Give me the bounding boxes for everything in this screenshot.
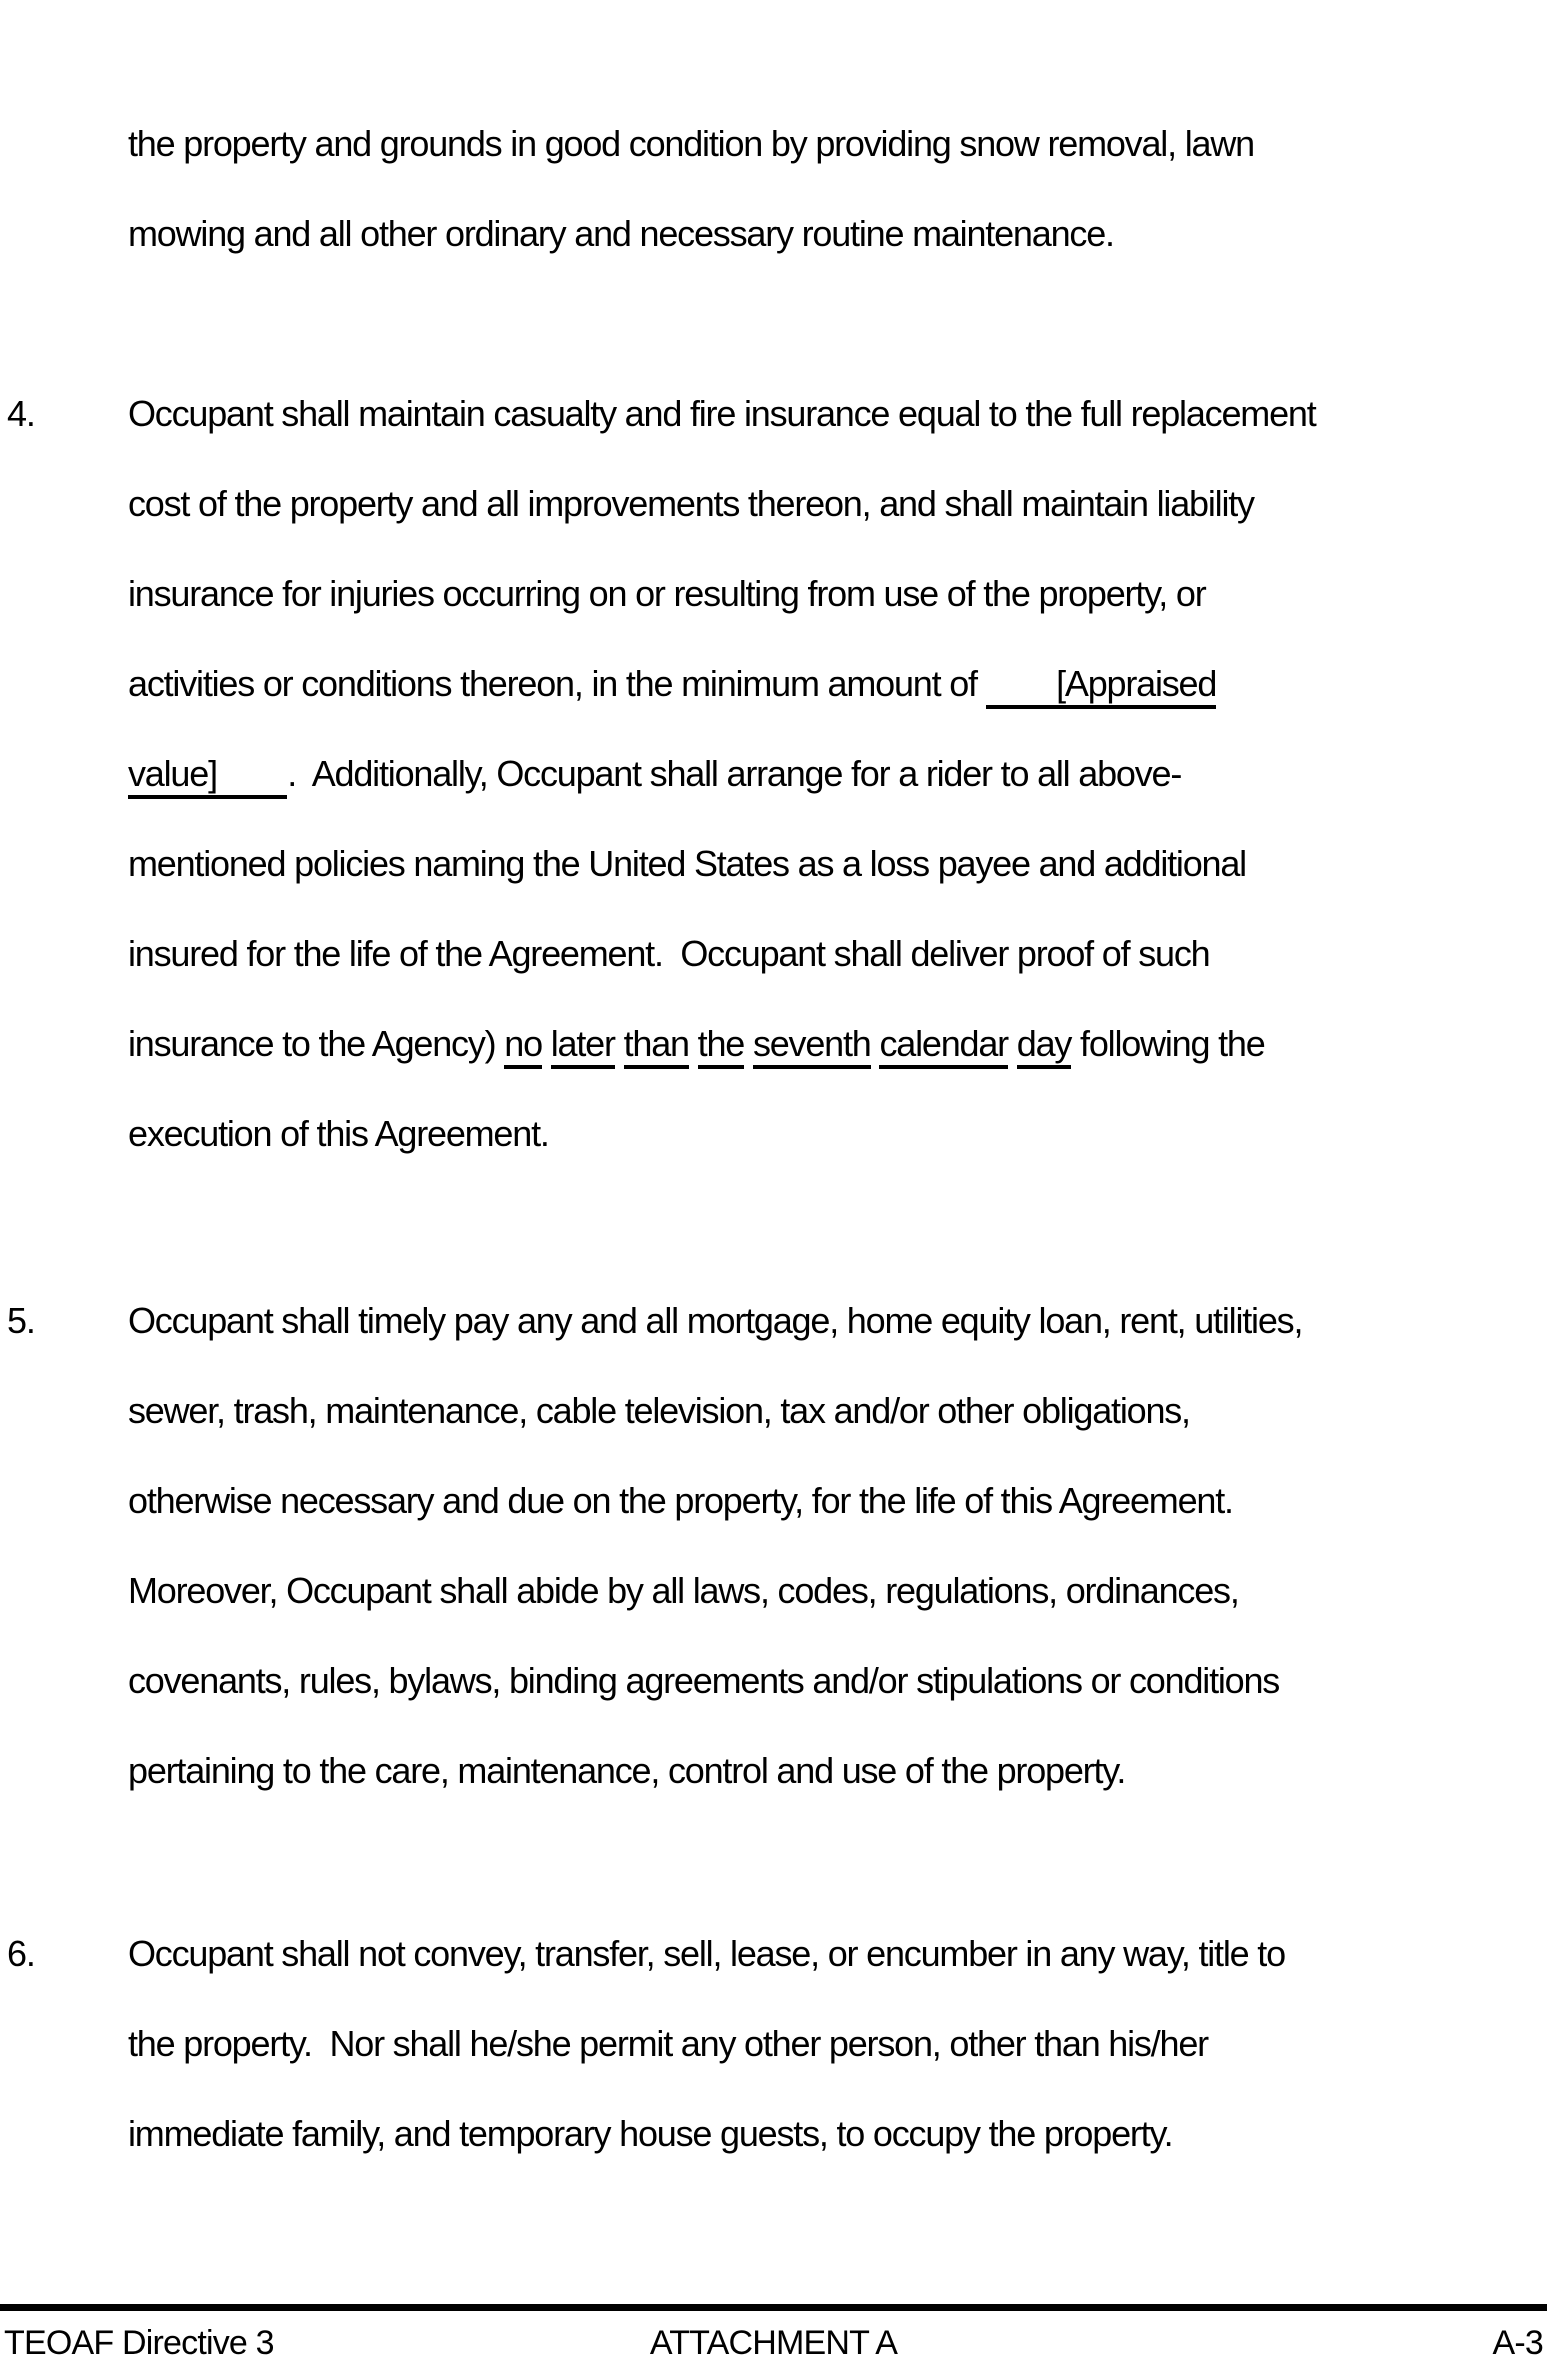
underlined-text: than: [624, 1023, 689, 1069]
paragraph-continuation-text: [128, 99, 1547, 279]
underlined-text: value]: [128, 753, 217, 799]
underlined-text: [Appraised: [1056, 663, 1216, 709]
text-segment: . Additionally, Occupant shall arrange for a rider to all above-: [287, 753, 1182, 794]
text-line: [128, 1726, 1547, 1816]
text-line: [128, 1909, 1547, 1999]
text-segment: [542, 1023, 551, 1064]
text-line: [128, 549, 1547, 639]
text-segment: pertaining to the care, maintenance, control and use of the property.: [128, 1750, 1126, 1791]
paragraph-4-text: [128, 369, 1547, 1179]
underlined-text: the: [698, 1023, 744, 1069]
paragraph-5: [0, 1276, 1547, 1816]
text-line: [128, 1456, 1547, 1546]
text-segment: immediate family, and temporary house guests, to occupy the property.: [128, 2113, 1173, 2154]
footer-attachment-label: ATTACHMENT A: [649, 2324, 898, 2362]
text-line: [128, 1276, 1547, 1366]
text-segment: mowing and all other ordinary and necessary routine maintenance.: [128, 213, 1114, 254]
text-segment: activities or conditions thereon, in the minimum amount of: [128, 663, 986, 704]
underlined-text: no: [504, 1023, 542, 1069]
paragraph-4-number: 4.: [7, 393, 35, 434]
text-line: [128, 639, 1547, 729]
text-line: [128, 369, 1547, 459]
text-line: [128, 2089, 1547, 2179]
text-segment: insurance to the Agency): [128, 1023, 505, 1064]
footer-directive-label: TEOAF Directive 3: [4, 2324, 274, 2362]
text-segment: [689, 1023, 698, 1064]
text-segment: Occupant shall maintain casualty and fire insurance equal to the full replacement: [128, 393, 1316, 434]
text-segment: insured for the life of the Agreement. Occupant shall deliver proof of such: [128, 933, 1210, 974]
text-line: [128, 819, 1547, 909]
text-line: [128, 729, 1547, 819]
text-line: [128, 1636, 1547, 1726]
text-line: [128, 909, 1547, 999]
text-segment: execution of this Agreement.: [128, 1113, 549, 1154]
text-line: [128, 999, 1547, 1089]
paragraph-continuation: [0, 99, 1547, 279]
text-segment: cost of the property and all improvements thereon, and shall maintain liability: [128, 483, 1254, 524]
text-segment: the property. Nor shall he/she permit any other person, other than his/her: [128, 2023, 1208, 2064]
text-line: [128, 1999, 1547, 2089]
text-line: [128, 1546, 1547, 1636]
paragraph-6: [0, 1909, 1547, 2179]
text-segment: [744, 1023, 753, 1064]
underlined-text: [217, 753, 287, 799]
text-line: [128, 1089, 1547, 1179]
paragraph-6-number: 6.: [7, 1933, 35, 1974]
text-segment: sewer, trash, maintenance, cable television, tax and/or other obligations,: [128, 1390, 1190, 1431]
page-footer: [0, 2326, 1547, 2364]
underlined-text: seventh: [753, 1023, 871, 1069]
text-segment: insurance for injuries occurring on or resulting from use of the property, or: [128, 573, 1206, 614]
underlined-text: [986, 663, 1056, 709]
text-line: [128, 1366, 1547, 1456]
footer-page-number: A-3: [1492, 2324, 1543, 2362]
text-line: [128, 99, 1547, 189]
text-segment: Occupant shall not convey, transfer, sell, lease, or encumber in any way, title to: [128, 1933, 1285, 1974]
underlined-text: calendar: [879, 1023, 1008, 1069]
text-segment: the property and grounds in good condition by providing snow removal, lawn: [128, 123, 1254, 164]
text-segment: Occupant shall timely pay any and all mortgage, home equity loan, rent, utilities,: [128, 1300, 1303, 1341]
paragraph-5-number: 5.: [7, 1300, 35, 1341]
underlined-text: day: [1017, 1023, 1071, 1069]
text-segment: otherwise necessary and due on the property, for the life of this Agreement.: [128, 1480, 1233, 1521]
text-segment: [615, 1023, 624, 1064]
paragraph-6-text: [128, 1909, 1547, 2179]
text-line: [128, 459, 1547, 549]
text-segment: covenants, rules, bylaws, binding agreements and/or stipulations or conditions: [128, 1660, 1280, 1701]
text-segment: Moreover, Occupant shall abide by all laws, codes, regulations, ordinances,: [128, 1570, 1239, 1611]
text-line: [128, 189, 1547, 279]
text-segment: following the: [1071, 1023, 1265, 1064]
paragraph-5-text: [128, 1276, 1547, 1816]
paragraph-4: [0, 369, 1547, 1179]
underlined-text: later: [551, 1023, 615, 1069]
text-segment: mentioned policies naming the United States as a loss payee and additional: [128, 843, 1246, 884]
text-segment: [1008, 1023, 1017, 1064]
footer-rule: [0, 2304, 1547, 2311]
